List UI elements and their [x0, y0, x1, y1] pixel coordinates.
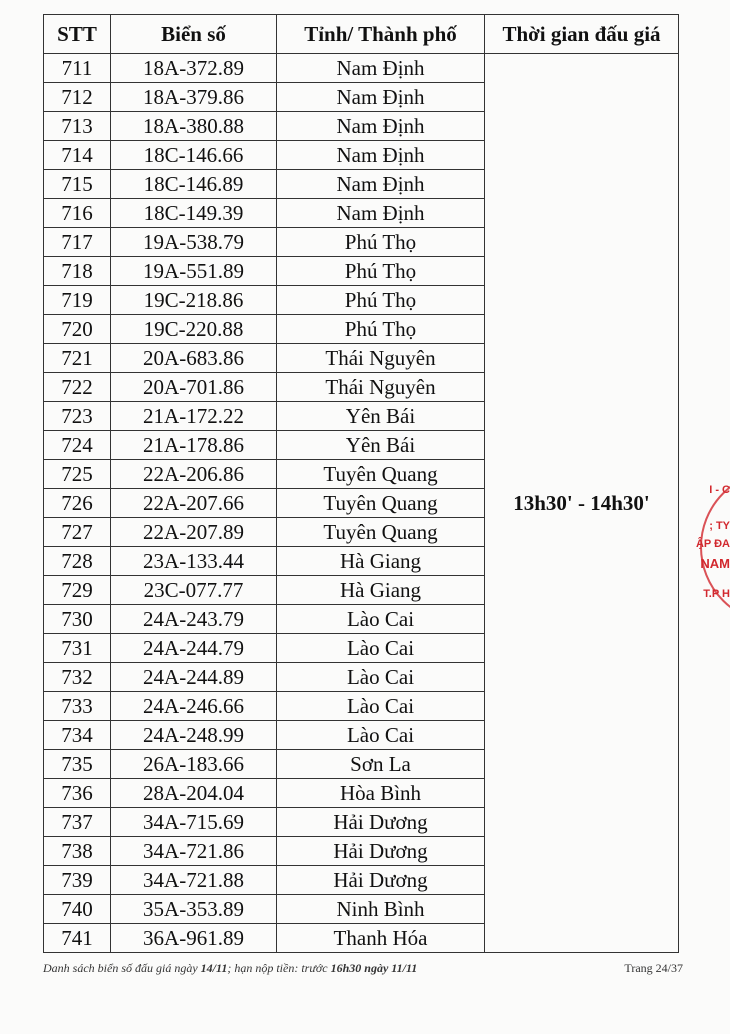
- page-footer: [43, 961, 683, 976]
- province-cell: Hòa Bình: [277, 779, 485, 808]
- plate-cell: 36A-961.89: [111, 924, 277, 953]
- stt-cell: 722: [44, 373, 111, 402]
- stt-cell: 731: [44, 634, 111, 663]
- province-cell: Thanh Hóa: [277, 924, 485, 953]
- plate-cell: 22A-206.86: [111, 460, 277, 489]
- stt-cell: 723: [44, 402, 111, 431]
- stt-cell: 728: [44, 547, 111, 576]
- plate-cell: 24A-246.66: [111, 692, 277, 721]
- province-cell: Nam Định: [277, 83, 485, 112]
- footer-date: 14/11: [200, 961, 228, 975]
- plate-cell: 19A-551.89: [111, 257, 277, 286]
- plate-cell: 19C-218.86: [111, 286, 277, 315]
- province-cell: Sơn La: [277, 750, 485, 779]
- stt-cell: 724: [44, 431, 111, 460]
- province-cell: Phú Thọ: [277, 286, 485, 315]
- stt-cell: 712: [44, 83, 111, 112]
- province-cell: Thái Nguyên: [277, 373, 485, 402]
- plate-cell: 24A-244.79: [111, 634, 277, 663]
- province-cell: Yên Bái: [277, 431, 485, 460]
- table-row: [44, 54, 679, 83]
- footer-text-1: Danh sách biển số đấu giá ngày: [43, 961, 201, 975]
- seal-line: T.P H: [703, 588, 730, 600]
- stt-cell: 729: [44, 576, 111, 605]
- plate-cell: 22A-207.66: [111, 489, 277, 518]
- plate-cell: 18C-146.66: [111, 141, 277, 170]
- stt-cell: 719: [44, 286, 111, 315]
- stt-cell: 727: [44, 518, 111, 547]
- province-cell: Lào Cai: [277, 605, 485, 634]
- plate-cell: 18C-149.39: [111, 199, 277, 228]
- stt-cell: 718: [44, 257, 111, 286]
- stt-cell: 721: [44, 344, 111, 373]
- province-cell: Nam Định: [277, 54, 485, 83]
- province-cell: Hải Dương: [277, 866, 485, 895]
- plate-cell: 19A-538.79: [111, 228, 277, 257]
- province-cell: Hà Giang: [277, 547, 485, 576]
- province-cell: Phú Thọ: [277, 315, 485, 344]
- header-province: Tỉnh/ Thành phố: [277, 15, 485, 54]
- header-auction-time: Thời gian đấu giá: [485, 15, 679, 54]
- plate-cell: 34A-721.86: [111, 837, 277, 866]
- plate-cell: 19C-220.88: [111, 315, 277, 344]
- province-cell: Phú Thọ: [277, 257, 485, 286]
- province-cell: Phú Thọ: [277, 228, 485, 257]
- stt-cell: 730: [44, 605, 111, 634]
- stt-cell: 739: [44, 866, 111, 895]
- page-number: Trang 24/37: [624, 961, 683, 975]
- plate-cell: 18A-372.89: [111, 54, 277, 83]
- province-cell: Ninh Bình: [277, 895, 485, 924]
- plate-cell: 18A-380.88: [111, 112, 277, 141]
- footer-deadline: 16h30 ngày 11/11: [330, 961, 418, 975]
- plate-cell: 23A-133.44: [111, 547, 277, 576]
- province-cell: Nam Định: [277, 141, 485, 170]
- province-cell: Lào Cai: [277, 634, 485, 663]
- province-cell: Thái Nguyên: [277, 344, 485, 373]
- plate-cell: 20A-683.86: [111, 344, 277, 373]
- plate-cell: 24A-248.99: [111, 721, 277, 750]
- plate-cell: 18A-379.86: [111, 83, 277, 112]
- seal-line: ; TY: [709, 520, 730, 532]
- stt-cell: 725: [44, 460, 111, 489]
- province-cell: Hải Dương: [277, 837, 485, 866]
- stt-cell: 734: [44, 721, 111, 750]
- header-plate: Biển số: [111, 15, 277, 54]
- plate-cell: 35A-353.89: [111, 895, 277, 924]
- stt-cell: 732: [44, 663, 111, 692]
- province-cell: Lào Cai: [277, 721, 485, 750]
- plate-cell: 22A-207.89: [111, 518, 277, 547]
- province-cell: Tuyên Quang: [277, 460, 485, 489]
- stt-cell: 738: [44, 837, 111, 866]
- province-cell: Yên Bái: [277, 402, 485, 431]
- province-cell: Hà Giang: [277, 576, 485, 605]
- province-cell: Nam Định: [277, 170, 485, 199]
- seal-line: NAM: [700, 556, 730, 571]
- stt-cell: 736: [44, 779, 111, 808]
- plate-cell: 21A-178.86: [111, 431, 277, 460]
- plate-cell: 24A-243.79: [111, 605, 277, 634]
- plate-cell: 18C-146.89: [111, 170, 277, 199]
- province-cell: Tuyên Quang: [277, 518, 485, 547]
- plate-cell: 21A-172.22: [111, 402, 277, 431]
- stt-cell: 716: [44, 199, 111, 228]
- stt-cell: 711: [44, 54, 111, 83]
- stt-cell: 726: [44, 489, 111, 518]
- plate-cell: 34A-715.69: [111, 808, 277, 837]
- footer-text-2: ; hạn nộp tiền: trước: [227, 961, 331, 975]
- header-stt: STT: [44, 15, 111, 54]
- stt-cell: 733: [44, 692, 111, 721]
- stt-cell: 741: [44, 924, 111, 953]
- province-cell: Lào Cai: [277, 692, 485, 721]
- seal-line: ẬP ĐA: [695, 538, 730, 550]
- stt-cell: 737: [44, 808, 111, 837]
- stt-cell: 714: [44, 141, 111, 170]
- table-body: [44, 54, 679, 953]
- province-cell: Nam Định: [277, 199, 485, 228]
- province-cell: Tuyên Quang: [277, 489, 485, 518]
- stt-cell: 720: [44, 315, 111, 344]
- plates-table: [43, 14, 679, 953]
- auction-time-cell: 13h30' - 14h30': [485, 54, 679, 953]
- province-cell: Hải Dương: [277, 808, 485, 837]
- plate-cell: 26A-183.66: [111, 750, 277, 779]
- stt-cell: 740: [44, 895, 111, 924]
- plate-cell: 28A-204.04: [111, 779, 277, 808]
- plate-cell: 24A-244.89: [111, 663, 277, 692]
- plate-cell: 34A-721.88: [111, 866, 277, 895]
- stt-cell: 715: [44, 170, 111, 199]
- table-header-row: [44, 15, 679, 54]
- stt-cell: 735: [44, 750, 111, 779]
- seal-line: I - C: [709, 484, 730, 496]
- plate-cell: 20A-701.86: [111, 373, 277, 402]
- plate-cell: 23C-077.77: [111, 576, 277, 605]
- red-seal-stamp: [694, 470, 730, 620]
- stt-cell: 713: [44, 112, 111, 141]
- province-cell: Lào Cai: [277, 663, 485, 692]
- province-cell: Nam Định: [277, 112, 485, 141]
- stt-cell: 717: [44, 228, 111, 257]
